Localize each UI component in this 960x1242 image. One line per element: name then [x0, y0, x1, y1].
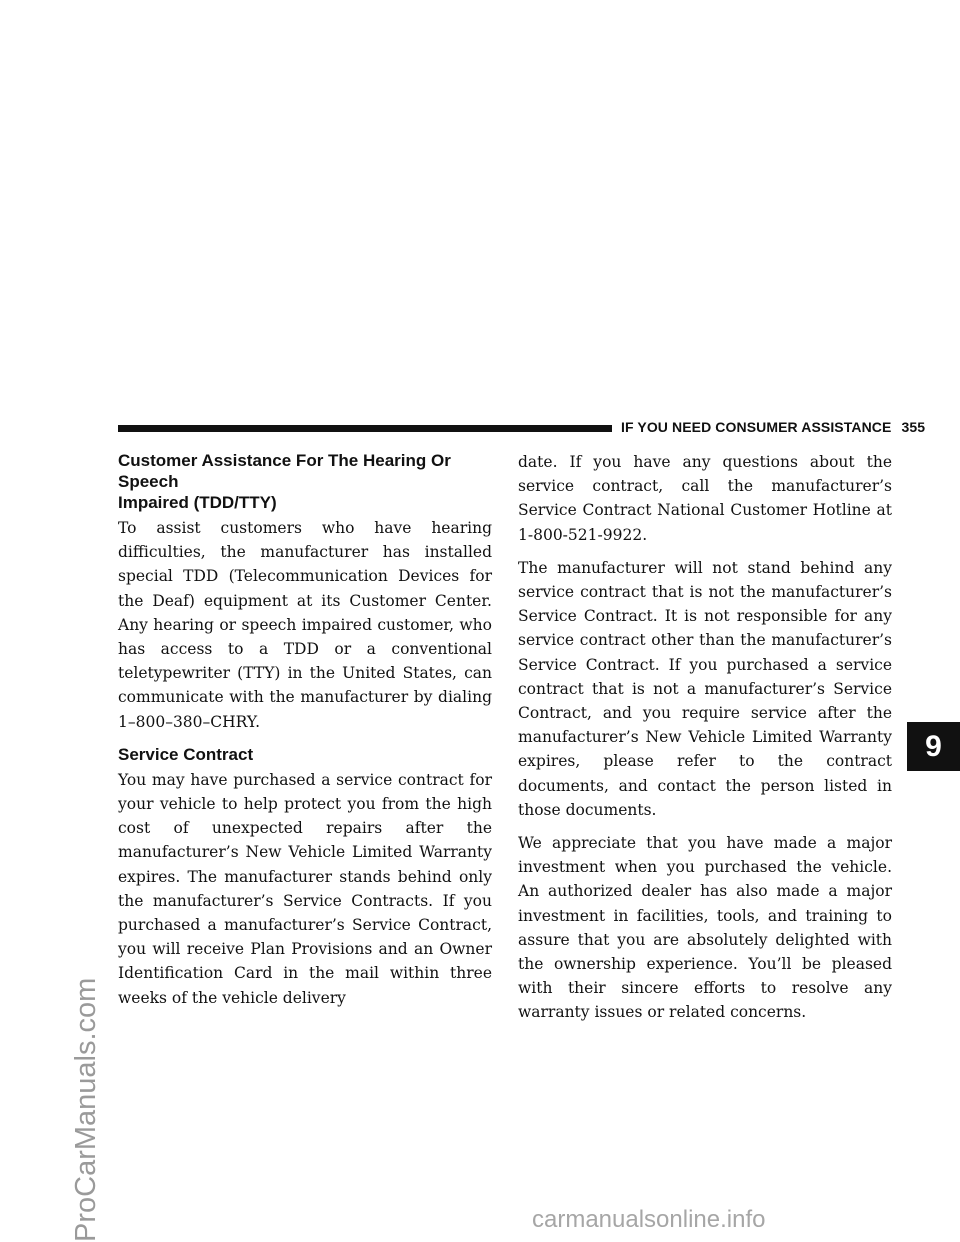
chapter-tab	[907, 722, 960, 771]
heading-hearing-speech-line2: Impaired (TDD/TTY)	[118, 493, 277, 512]
header-rule	[118, 425, 612, 432]
heading-hearing-speech	[118, 450, 492, 513]
heading-hearing-speech-line1: Customer Assistance For The Hearing Or Speech	[118, 451, 451, 491]
chapter-number: 9	[925, 729, 942, 763]
service-contract-paragraph: You may have purchased a service contract for your vehicle to help protect you from the high cost of unexpected repairs after the manufacturer’s New Vehicle Limited Warranty expires. The manufacturer stands behind only the manufacturer’s Service Contracts. If you purchased a manufacturer’s Service Contract, you will receive Plan Provisions and an Owner Identification Card in the mail within three weeks of the vehicle delivery	[118, 770, 492, 1007]
tdd-paragraph: To assist customers who have hearing difficulties, the manufacturer has installed special TDD (Telecommunication Devices for the Deaf) equipment at its Customer Center. Any hearing or speech impaired customer, who has access to a TDD or a conventional teletypewriter (TTY) in the United States, can communicate with the manufacturer by dialing 1–800–380–CHRY.	[118, 519, 492, 731]
watermark-left: ProCarManuals.com	[70, 977, 102, 1242]
non-manufacturer-contract-paragraph: The manufacturer will not stand behind any service contract that is not the manufacturer’s Service Contract. It is not responsible for any service contract other than the manufacturer’s Service Contract. If you purchased a service contract that is not a manufacturer’s Service Contract, and you require service after the manufacturer’s New Vehicle Limited Warranty expires, please refer to the contract documents, and contact the person listed in those documents.	[518, 558, 892, 819]
right-column	[518, 450, 892, 1034]
section-title: IF YOU NEED CONSUMER ASSISTANCE	[621, 419, 892, 435]
running-header	[621, 419, 925, 435]
heading-service-contract: Service Contract	[118, 744, 254, 764]
left-column	[118, 450, 492, 1010]
dealer-investment-paragraph: We appreciate that you have made a major investment when you purchased the vehicle. An authorized dealer has also made a major investment in facilities, tools, and training to assure that you are absolutely delighted with the ownership experience. You’ll be pleased with their sincere efforts to resolve any warranty issues or related concerns.	[518, 834, 892, 1022]
hotline-paragraph: date. If you have any questions about the service contract, call the manufacturer’s Service Contract National Customer Hotline at 1-800-521-9922.	[518, 453, 892, 544]
watermark-bottom: carmanualsonline.info	[532, 1206, 766, 1233]
page-number: 355	[901, 419, 926, 435]
